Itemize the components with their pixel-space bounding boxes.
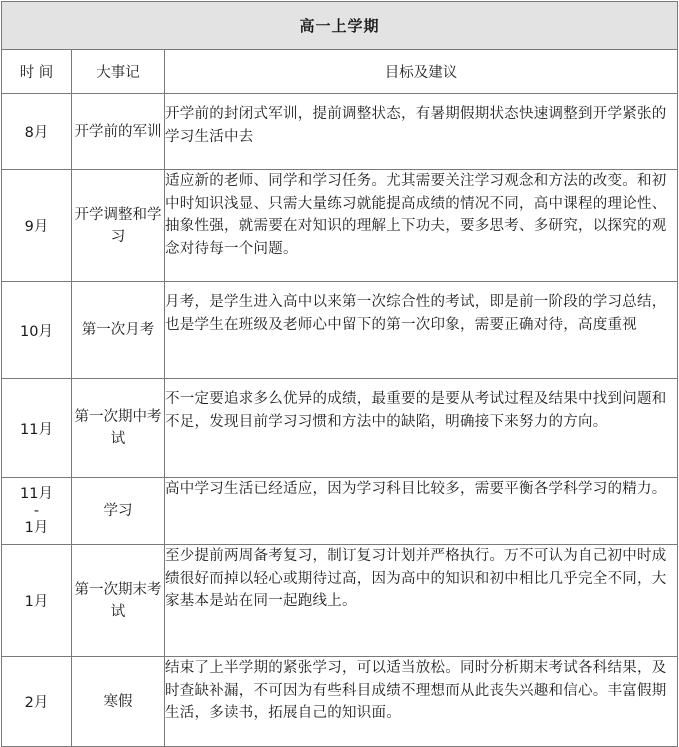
table-row <box>2 545 678 657</box>
header-row <box>2 50 678 94</box>
row-time: 1月 <box>2 545 72 657</box>
row-goal: 结束了上半学期的紧张学习，可以适当放松。同时分析期末考试各科结果，及时查缺补漏，不可因为有些科目成绩不理想而从此丧失兴趣和信心。丰富假期生活，多读书，拓展自己的知识面。 <box>165 657 678 747</box>
header-time: 时 间 <box>2 50 72 94</box>
time-start: 11月 <box>20 485 53 502</box>
table-row <box>2 478 678 545</box>
schedule-table <box>1 1 678 747</box>
row-event: 学习 <box>72 478 165 545</box>
time-dash: - <box>33 502 40 519</box>
row-event: 寒假 <box>72 657 165 747</box>
row-goal: 月考，是学生进入高中以来第一次综合性的考试，即是前一阶段的学习总结，也是学生在班级及老师心中留下的第一次印象，需要正确对待，高度重视 <box>165 282 678 379</box>
row-time: 8月 <box>2 94 72 170</box>
row-goal: 不一定要追求多么优异的成绩，最重要的是要从考试过程及结果中找到问题和不足，发现目前学习习惯和方法中的缺陷，明确接下来努力的方向。 <box>165 379 678 478</box>
row-event: 开学前的军训 <box>72 94 165 170</box>
row-time: 10月 <box>2 282 72 379</box>
table-row <box>2 170 678 282</box>
header-goal: 目标及建议 <box>165 50 678 94</box>
row-event: 第一次期中考试 <box>72 379 165 478</box>
row-goal: 高中学习生活已经适应，因为学习科目比较多，需要平衡各学科学习的精力。 <box>165 478 678 545</box>
table-row <box>2 379 678 478</box>
header-event: 大事记 <box>72 50 165 94</box>
title-row <box>2 2 678 50</box>
row-time <box>2 478 72 545</box>
row-time: 2月 <box>2 657 72 747</box>
table-title: 高一上学期 <box>2 2 678 50</box>
row-event: 开学调整和学习 <box>72 170 165 282</box>
row-goal: 开学前的封闭式军训，提前调整状态，有暑期假期状态快速调整到开学紧张的学习生活中去 <box>165 94 678 170</box>
row-event: 第一次期末考试 <box>72 545 165 657</box>
row-goal: 至少提前两周备考复习，制订复习计划并严格执行。万不可认为自己初中时成绩很好而掉以轻心或期待过高，因为高中的知识和初中相比几乎完全不同，大家基本是站在同一起跑线上。 <box>165 545 678 657</box>
row-time: 11月 <box>2 379 72 478</box>
row-goal: 适应新的老师、同学和学习任务。尤其需要关注学习观念和方法的改变。和初中时知识浅显、只需大量练习就能提高成绩的情况不同，高中课程的理论性、抽象性强，就需要在对知识的理解上下功夫，要多思考、多研究，以探究的观念对待每一个问题。 <box>165 170 678 282</box>
row-event: 第一次月考 <box>72 282 165 379</box>
table-row <box>2 94 678 170</box>
table-row <box>2 657 678 747</box>
table-row <box>2 282 678 379</box>
row-time: 9月 <box>2 170 72 282</box>
time-end: 1月 <box>24 519 49 536</box>
